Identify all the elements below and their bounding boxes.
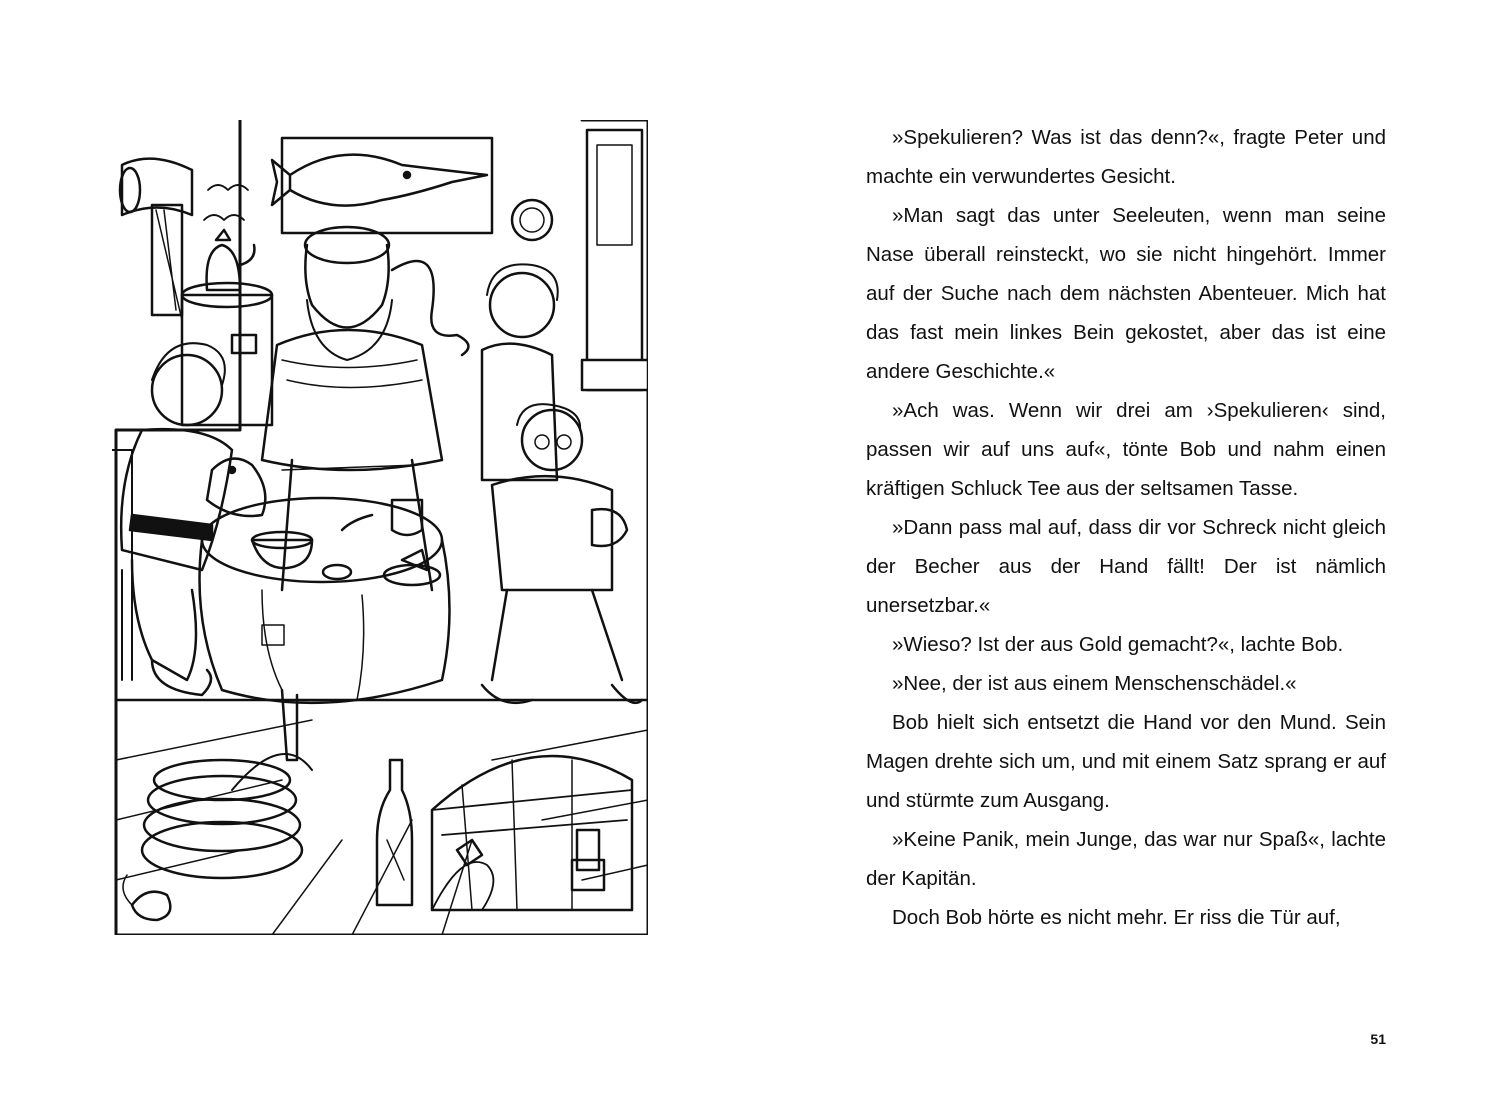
paragraph: »Ach was. Wenn wir drei am ›Spekulieren‹ sind, passen wir auf uns auf«, tönte Bob und nahm einen kräftigen Schluck Tee aus der seltsamen Tasse. [866, 399, 1386, 500]
paragraph: »Nee, der ist aus einem Menschenschädel.« [892, 672, 1297, 695]
paragraph: Bob hielt sich entsetzt die Hand vor den Mund. Sein Magen drehte sich um, und mit einem Satz sprang er auf und stürmte zum Ausgang. [866, 711, 1386, 812]
page-number: 51 [1370, 1031, 1386, 1047]
paragraph: »Man sagt das unter Seeleuten, wenn man seine Nase überall reinsteckt, wo sie nicht hingehört. Immer auf der Suche nach dem nächsten Abenteuer. Mich hat das fast mein linkes Bein gekostet, aber das ist eine andere Geschichte.« [866, 204, 1386, 383]
paragraph: »Dann pass mal auf, dass dir vor Schreck nicht gleich der Becher aus der Hand fällt! Der ist nämlich unersetzbar.« [866, 516, 1386, 617]
paragraph: Doch Bob hörte es nicht mehr. Er riss die Tür auf, [892, 906, 1341, 929]
paragraph: »Spekulieren? Was ist das denn?«, fragte Peter und machte ein verwundertes Gesicht. [866, 126, 1386, 188]
cabin-illustration [112, 120, 648, 935]
paragraph: »Keine Panik, mein Junge, das war nur Spaß«, lachte der Kapitän. [866, 828, 1386, 890]
paragraph: »Wieso? Ist der aus Gold gemacht?«, lachte Bob. [892, 633, 1344, 656]
story-text [866, 118, 1386, 937]
